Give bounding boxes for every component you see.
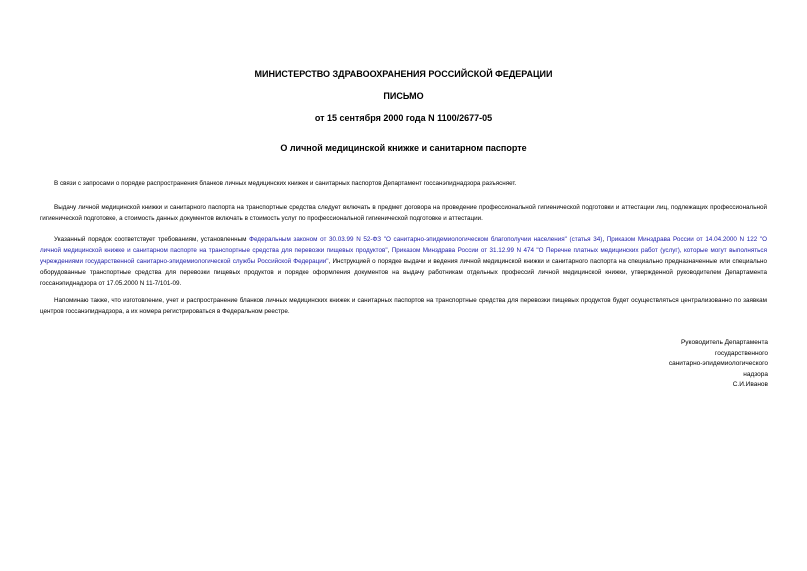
signatory-name: С.И.Иванов: [732, 381, 768, 389]
link-order-122[interactable]: Приказом Минздрава России от 14.04.2000 N 122 "О личной медицинской книжке и санитарном паспорте на транспортные средства для перевозки пищевых продуктов": [40, 236, 768, 255]
paragraph-issuance: Выдачу личной медицинской книжки и санитарного паспорта на транспортные средства следует включать в предмет договора на проведение профессиональной гигиенической подготовки и аттестации лиц, подлежащих профессиональной гигиенической подготовке, а стоимость данных документов включать в стоимость услуг по профессиональной гигиенической подготовке и аттестации.: [40, 204, 767, 223]
signature-block: [600, 338, 768, 391]
document-subject: О личной медицинской книжке и санитарном паспорте: [280, 143, 527, 153]
paragraph-text: , Инструкцией о порядке выдачи и ведения личной медицинской книжки и санитарного паспорта на специально предназначенные или специально оборудованные транспортные средства для перевозки пищевых продуктов и порядке оформления документов на выдачу работникам отдельных профессий личной медицинской книжки, утвержденной руководителем Департамента госсанэпиднадзора от 17.05.2000 N 11-7/101-09.: [40, 258, 767, 288]
signature-title-line: надзора: [743, 370, 768, 378]
paragraph-intro: В связи с запросами о порядке распространения бланков личных медицинских книжек и санитарных паспортов Департамент госсанэпиднадзора разъясняет.: [54, 180, 517, 188]
link-order-474[interactable]: Приказом Минздрава России от 31.12.99 N 474 "О Перечне платных медицинских работ (услуг), которые могут выполняться учреждениями государственной санитарно-эпидемиологической службы Российской Федерации": [40, 247, 767, 266]
link-federal-law-52[interactable]: Федеральным законом от 30.03.99 N 52-ФЗ "О санитарно-эпидемиологическом благополучии населения" (статья 34): [249, 236, 603, 244]
paragraph-text: Указанный порядок соответствует требованиям, установленным: [54, 236, 250, 244]
paragraph-text: ,: [387, 247, 392, 255]
document-date-number: от 15 сентября 2000 года N 1100/2677-05: [314, 113, 493, 123]
signature-title-line: государственного: [714, 349, 768, 357]
paragraph-reminder: Напоминаю также, что изготовление, учет и распространение бланков личных медицинских книжек и санитарных паспортов на транспортные средства для перевозки пищевых продуктов будет осуществляться централизованно по заявкам центров госсанэпиднадзора, а их номера регистрироваться в Федеральном реестре.: [40, 297, 767, 316]
paragraph-text: ,: [602, 236, 607, 244]
ministry-heading: МИНИСТЕРСТВО ЗДРАВООХРАНЕНИЯ РОССИЙСКОЙ ФЕДЕРАЦИИ: [254, 69, 553, 79]
signature-title-line: Руководитель Департамента: [680, 339, 768, 346]
paragraph-legal-basis: [40, 234, 767, 289]
signature-title-line: санитарно-эпидемиологического: [668, 360, 768, 368]
document-type: ПИСЬМО: [383, 91, 424, 101]
